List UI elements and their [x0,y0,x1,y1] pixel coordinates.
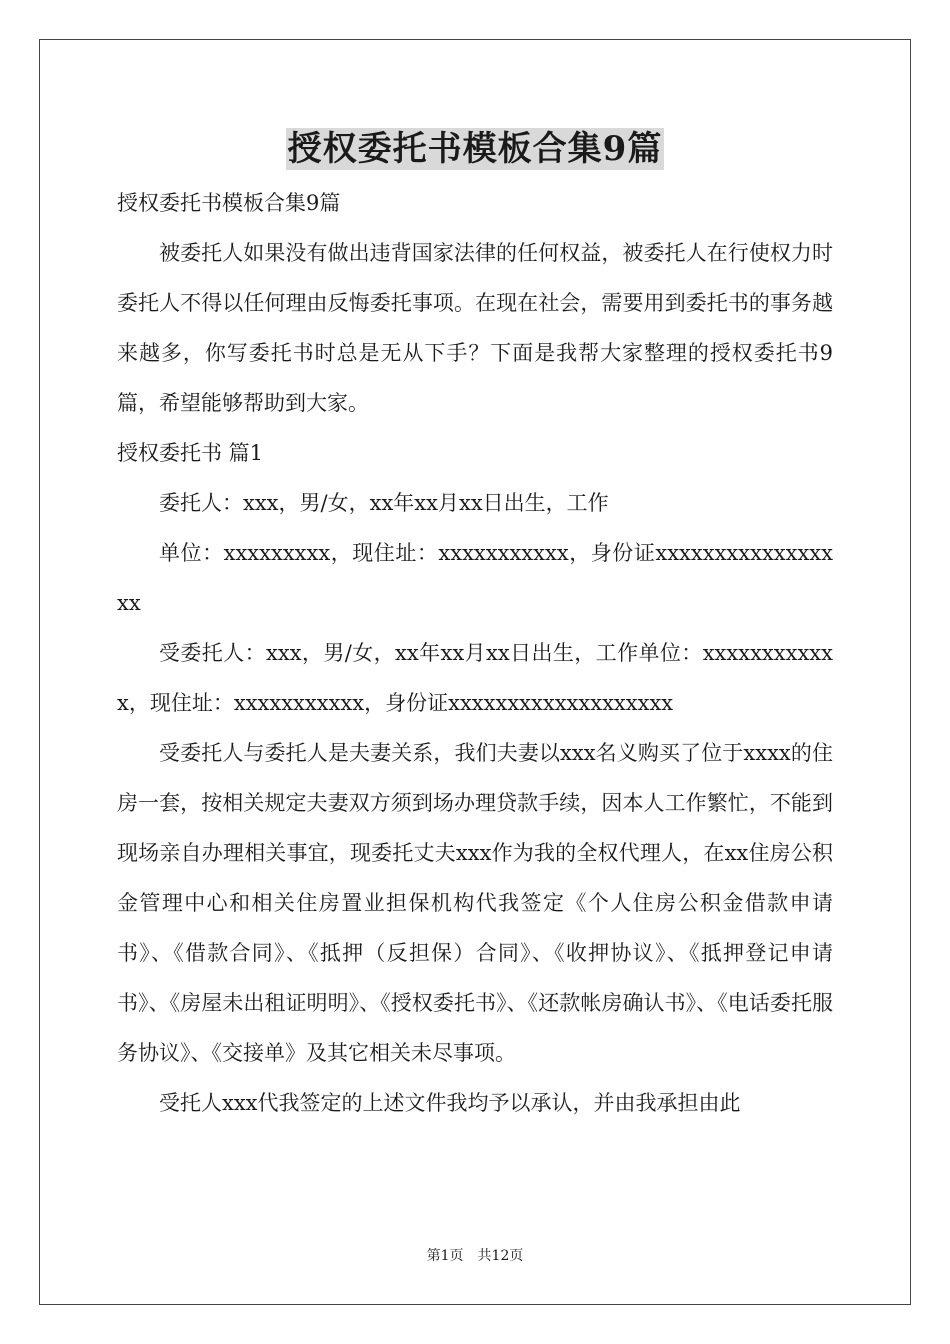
authorization-body: 受委托人与委托人是夫妻关系，我们夫妻以xxx名义购买了位于xxxx的住房一套，按相关规定夫妻双方须到场办理贷款手续，因本人工作繁忙，不能到现场亲自办理相关事宜，现委托丈夫xxx作为我的全权代理人，在xx住房公积金管理中心和相关住房置业担保机构代我签定《个人住房公积金借款申请书》、《借款合同》、《抵押（反担保）合同》、《收押协议》、《抵押登记申请书》、《房屋未出租证明明》、《授权委托书》、《还款帐房确认书》、《电话委托服务协议》、《交接单》及其它相关未尽事项。 [117,741,833,1065]
subtitle-line: 授权委托书模板合集9篇 [117,191,341,215]
agent-info: 受委托人：xxx，男/女，xx年xx月xx日出生，工作单位：xxxxxxxxxxxx，现住址：xxxxxxxxxxx，身份证xxxxxxxxxxxxxxxxxxx [117,641,833,715]
principal-info: 委托人：xxx，男/女，xx年xx月xx日出生，工作 [159,491,609,515]
acknowledgement-paragraph: 受托人xxx代我签定的上述文件我均予以承认，并由我承担由此 [159,1091,741,1115]
title-container [0,128,950,170]
document-body [117,178,833,1128]
page-footer [0,1246,950,1266]
page-total: 共12页 [477,1248,524,1264]
section-heading: 授权委托书 篇1 [117,441,264,465]
intro-paragraph: 被委托人如果没有做出违背国家法律的任何权益，被委托人在行使权力时委托人不得以任何理由反悔委托事项。在现在社会，需要用到委托书的事务越来越多，你写委托书时总是无从下手？下面是我帮大家整理的授权委托书9篇，希望能够帮助到大家。 [117,241,833,415]
page-number: 第1页 [426,1248,464,1264]
document-title: 授权委托书模板合集9篇 [287,129,663,169]
principal-address: 单位：xxxxxxxxx，现住址：xxxxxxxxxxx，身份证xxxxxxxxxxxxxxxxx [117,541,833,615]
